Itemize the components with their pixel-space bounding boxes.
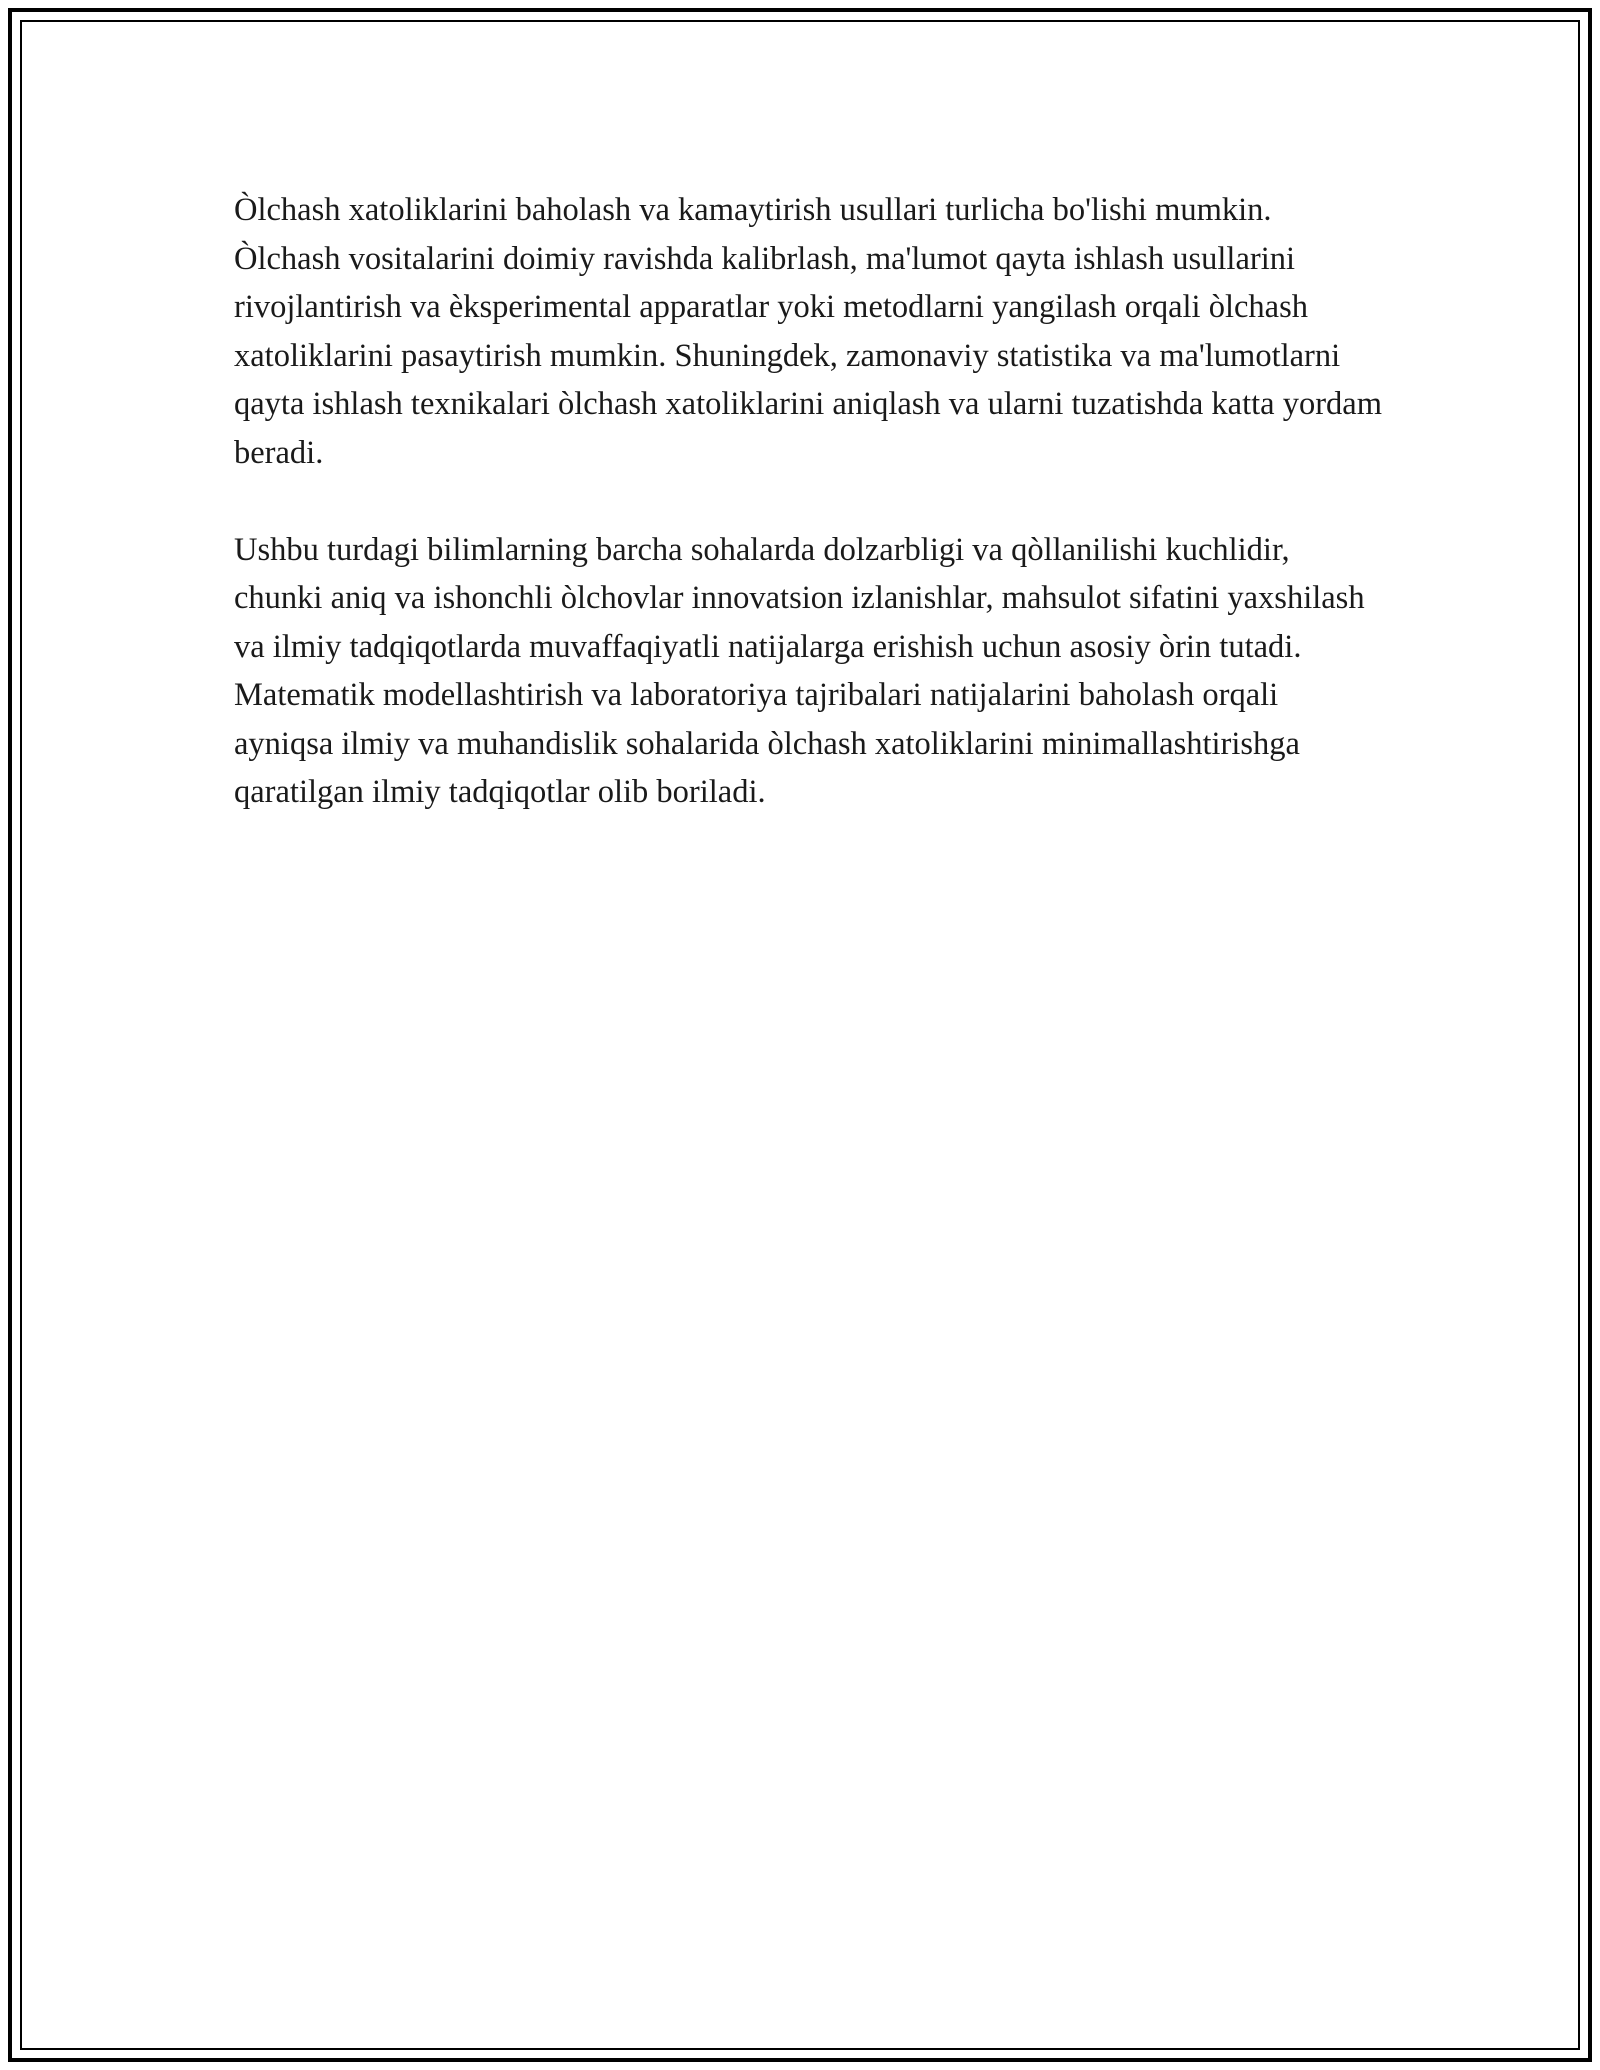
paragraph-1: Òlchash xatoliklarini baholash va kamaytirish usullari turlicha bo'lishi mumkin. Òlchash vositalarini doimiy ravishda kalibrlash, ma'lumot qayta ishlash usullarini rivojlantirish va èksperimental apparatlar yoki metodlarni yangilash orqali òlchash xatoliklarini pasaytirish mumkin. Shuningdek, zamonaviy statistika va ma'lumotlarni qayta ishlash texnikalari òlchash xatoliklarini aniqlash va ularni tuzatishda katta yordam beradi.	[234, 192, 1382, 471]
document-body	[234, 186, 1384, 865]
paragraph-2: Ushbu turdagi bilimlarning barcha sohalarda dolzarbligi va qòllanilishi kuchlidir, chunki aniq va ishonchli òlchovlar innovatsion izlanishlar, mahsulot sifatini yaxshilash va ilmiy tadqiqotlarda muvaffaqiyatli natijalarga erishish uchun asosiy òrin tutadi. Matematik modellashtirish va laboratoriya tajribalari natijalarini baholash orqali ayniqsa ilmiy va muhandislik sohalarida òlchash xatoliklarini minimallashtirishga qaratilgan ilmiy tadqiqotlar olib boriladi.	[234, 531, 1365, 810]
